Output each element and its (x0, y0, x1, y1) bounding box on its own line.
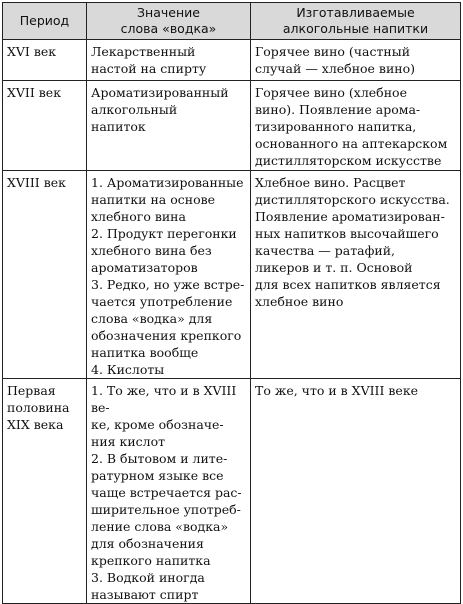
table-row (3, 379, 461, 604)
cell-period: XVIII век (3, 171, 87, 379)
table-row (3, 171, 461, 379)
table-row (3, 81, 461, 171)
cell-meaning: Лекарственный настой на спирту (87, 40, 251, 81)
header-drinks: Изготавливаемые алкогольные напитки (251, 3, 461, 40)
history-table (2, 2, 461, 604)
table-body (3, 40, 461, 604)
header-row (3, 3, 461, 40)
cell-meaning: 1. То же, что и в XVIII ве- ке, кроме обозначе- ния кислот 2. В бытовом и лите- ратурном языке все чаще встречается рас- ширительное употреб- ление слова «водка» для обозначения крепкого напитка 3. Водкой иногда называют спирт (87, 379, 251, 604)
cell-meaning: 1. Ароматизированные напитки на основе хлебного вина 2. Продукт перегонки хлебного вина без ароматизаторов 3. Редко, но уже встре- чается употребление слова «водка» для обозначения крепкого напитка вообще 4. Кислоты (87, 171, 251, 379)
header-meaning: Значение слова «водка» (87, 3, 251, 40)
cell-drinks: Хлебное вино. Расцвет дистилляторского искусства. Появление ароматизирован- ных напитков высочайшего качества — ратафий, ликеров и т. п. Основой для всех напитков является хлебное вино (251, 171, 461, 379)
cell-period: XVI век (3, 40, 87, 81)
cell-meaning: Ароматизированный алкогольный напиток (87, 81, 251, 171)
cell-period: Первая половина XIX века (3, 379, 87, 604)
header-period: Период (3, 3, 87, 40)
cell-drinks: То же, что и в XVIII веке (251, 379, 461, 604)
table-row (3, 40, 461, 81)
cell-drinks: Горячее вино (хлебное вино). Появление арома- тизированного напитка, основанного на аптекарском дистилляторском искусстве (251, 81, 461, 171)
cell-drinks: Горячее вино (частный случай — хлебное вино) (251, 40, 461, 81)
cell-period: XVII век (3, 81, 87, 171)
table-header (3, 3, 461, 40)
